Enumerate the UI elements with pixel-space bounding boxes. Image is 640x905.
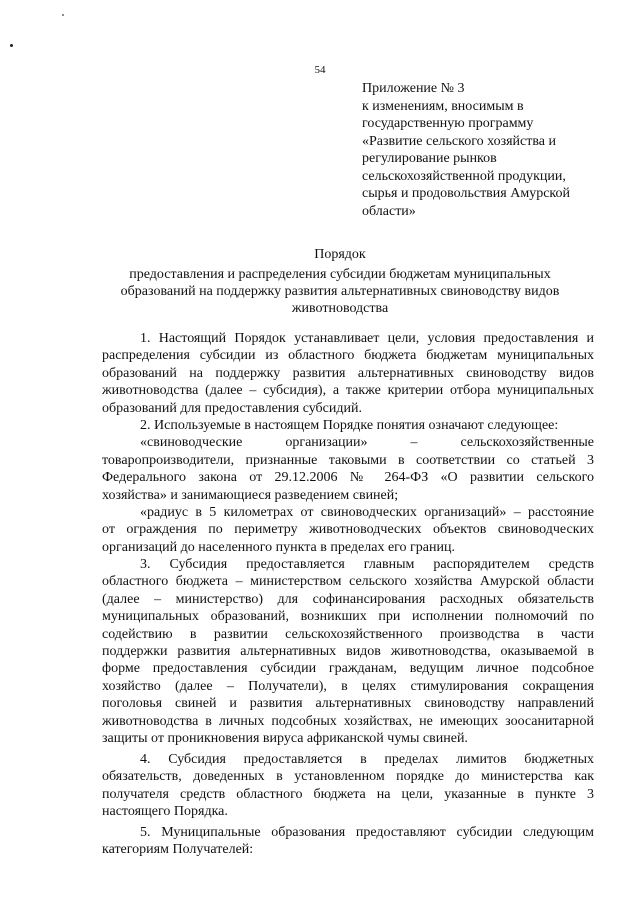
scan-speck <box>62 14 64 16</box>
appendix-line: регулирование рынков <box>362 151 497 166</box>
body-line: 5. Муниципальные образования предоставляют субсидии следующим <box>140 824 594 840</box>
body-line: содействию в развитии сельскохозяйственного производства в части <box>102 626 594 642</box>
document-title: Порядок <box>314 247 366 262</box>
document-body <box>102 330 594 859</box>
body-line: организаций до населенного пункта в пределах его границ. <box>102 539 455 555</box>
body-line: обязательств, доведенных в установленном порядке до министерства как <box>102 769 594 785</box>
body-line: категориям Получателей: <box>102 842 254 858</box>
body-line: настоящего Порядка. <box>102 804 228 820</box>
scan-speck <box>10 44 13 47</box>
body-line: защиты от проникновения вируса африканской чумы свиней. <box>102 730 468 746</box>
appendix-line: государственную программу <box>362 116 534 131</box>
body-line: 4. Субсидия предоставляется в пределах лимитов бюджетных <box>140 751 594 767</box>
body-line: муниципальных образований, возникших при исполнении полномочий по <box>102 609 594 625</box>
page-number: 54 <box>314 64 326 76</box>
body-line: Федерального закона от 29.12.2006 № 264-ФЗ «О развитии сельского <box>102 470 594 486</box>
body-line: образований для предоставления субсидий. <box>102 400 362 416</box>
body-line: «свиноводческие организации» – сельскохозяйственные <box>140 435 594 451</box>
subtitle-line: предоставления и распределения субсидии бюджетам муниципальных <box>129 267 551 282</box>
body-line: поддержки развития альтернативных видов животноводства, оказываемой в <box>102 644 594 660</box>
body-line: 2. Используемые в настоящем Порядке понятия означают следующее: <box>140 417 559 433</box>
appendix-line: области» <box>362 203 416 219</box>
appendix-line: сельскохозяйственной продукции, <box>362 168 566 184</box>
body-line: (далее – министерство) для софинансирования расходных обязательств <box>102 591 594 607</box>
body-line: хозяйство (далее – Получатели), в целях стимулирования сокращения <box>102 678 594 694</box>
body-line: товаропроизводители, признанные таковыми в соответствии со статьей 3 <box>102 452 594 468</box>
body-line: животноводства в личных подсобных хозяйствах, не имеющих зоосанитарной <box>102 713 594 729</box>
subtitle-line: животноводства <box>291 301 389 316</box>
appendix-line: Приложение № 3 <box>362 81 465 96</box>
body-line: распределения субсидии из областного бюджета бюджетам муниципальных <box>102 348 594 364</box>
body-line: областного бюджета – министерством сельского хозяйства Амурской области <box>102 574 594 590</box>
appendix-line: сырья и продовольствия Амурской <box>362 186 570 201</box>
body-line: хозяйства» и занимающиеся разведением свиней; <box>102 487 399 503</box>
document-subtitle <box>100 266 580 317</box>
body-line: форме предоставления субсидии гражданам, ведущим личное подсобное <box>102 661 594 677</box>
appendix-line: «Развитие сельского хозяйства и <box>362 133 557 149</box>
body-line: животноводства (далее – субсидия), а также критерии отбора муниципальных <box>102 383 594 399</box>
subtitle-line: образований на поддержку развития альтернативных свиноводству видов <box>120 284 560 299</box>
body-line: 1. Настоящий Порядок устанавливает цели, условия предоставления и <box>140 331 594 346</box>
body-line: поголовья свиней и развития альтернативных свиноводству направлений <box>102 696 594 712</box>
body-line: «радиус в 5 километрах от свиноводческих организаций» – расстояние <box>140 504 594 520</box>
body-line: получателя средств областного бюджета на цели, указанные в пункте 3 <box>102 786 594 802</box>
appendix-block <box>362 80 612 220</box>
body-line: от ограждения по периметру животноводческих объектов свиноводческих <box>102 522 594 538</box>
body-line: образований на поддержку развития альтернативных свиноводству видов <box>102 365 594 381</box>
appendix-line: к изменениям, вносимым в <box>362 98 524 114</box>
body-line: 3. Субсидия предоставляется главным распорядителем средств <box>140 557 594 573</box>
